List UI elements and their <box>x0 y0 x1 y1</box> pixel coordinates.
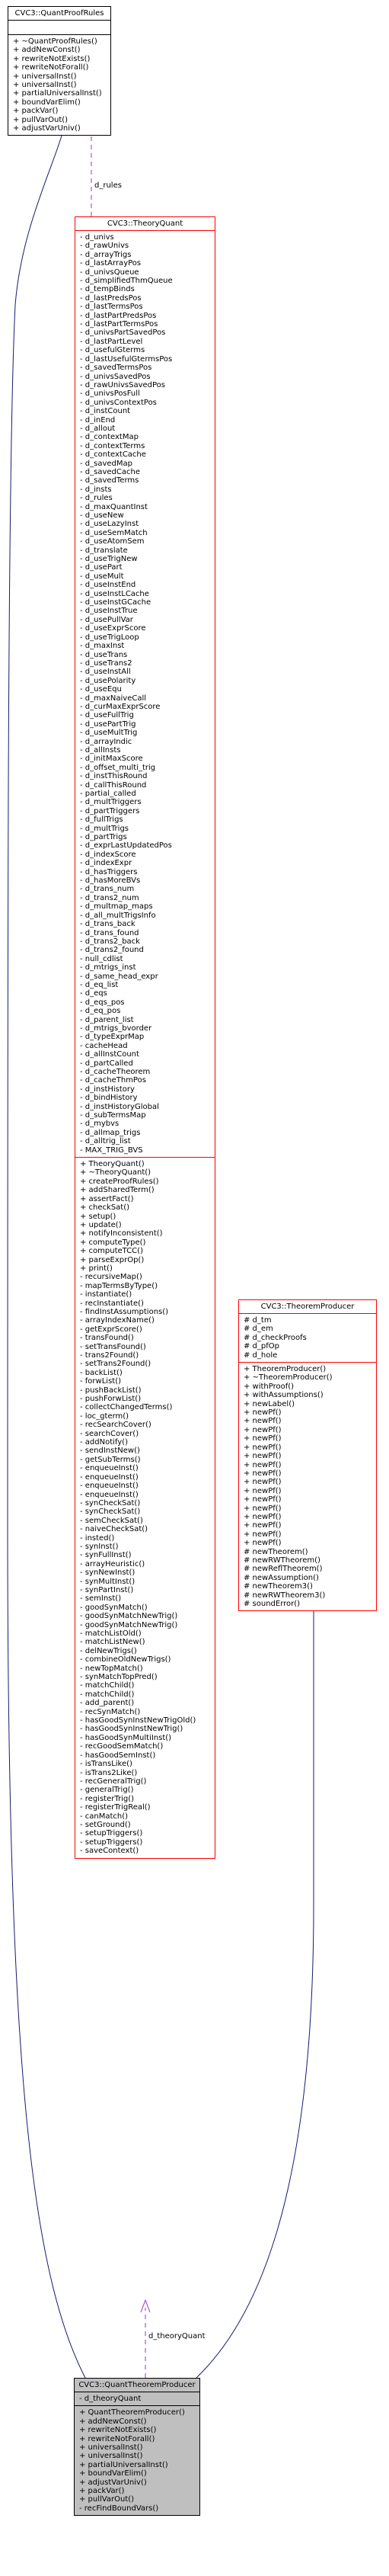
attribute-section <box>75 2392 199 2405</box>
method-item[interactable]: + newPf() <box>244 1460 282 1469</box>
attribute-item[interactable]: - d_lastPartLevel <box>80 337 143 346</box>
attribute-item[interactable]: - d_contextCache <box>80 450 146 460</box>
attribute-item[interactable]: # d_pfOp <box>244 1342 279 1351</box>
attribute-item[interactable]: - d_maxNaiveCall <box>80 694 147 703</box>
attribute-item[interactable]: - d_maxQuantInst <box>80 502 148 511</box>
method-item[interactable]: + rewriteNotExists() <box>13 54 91 63</box>
class-title: CVC3::TheoremProducer <box>260 1302 355 1311</box>
attribute-item[interactable]: - d_useInstGCache <box>80 598 151 607</box>
method-item[interactable]: + partialUniversalInst() <box>13 89 102 98</box>
class-quantproofrules[interactable] <box>8 6 111 136</box>
class-title: CVC3::QuantTheoremProducer <box>78 2381 196 2389</box>
method-item[interactable]: + computeType() <box>80 1238 146 1247</box>
method-item[interactable]: + rewriteNotForall() <box>79 2434 155 2443</box>
method-item[interactable]: # soundError() <box>244 1600 301 1608</box>
attribute-item[interactable]: - d_useExprScore <box>80 624 146 633</box>
attribute-item[interactable]: - MAX_TRIG_BVS <box>80 1145 143 1155</box>
method-item[interactable]: - add_parent() <box>80 1699 135 1708</box>
method-item[interactable]: - isTransLike() <box>80 1760 132 1769</box>
method-item[interactable]: + parseExprOp() <box>80 1255 145 1264</box>
method-item[interactable]: - synInst() <box>80 1542 119 1551</box>
attribute-item[interactable]: - cacheHead <box>80 1041 128 1050</box>
method-item[interactable]: - getExprScore() <box>80 1325 142 1334</box>
attribute-item[interactable]: - d_rules <box>80 494 113 503</box>
attribute-item[interactable]: - d_lastPredsPos <box>80 293 142 303</box>
attribute-item[interactable]: - d_same_head_expr <box>80 972 158 981</box>
method-item[interactable]: - combineOldNewTrigs() <box>80 1655 171 1664</box>
attribute-item[interactable]: - d_univs <box>80 233 114 242</box>
attribute-item[interactable]: - d_hasTriggers <box>80 867 138 876</box>
attribute-item[interactable]: - d_instHistoryGlobal <box>80 1102 159 1111</box>
method-item[interactable]: + partialUniversalInst() <box>79 2460 168 2469</box>
method-item[interactable]: # newTheorem3() <box>244 1582 313 1591</box>
attribute-item[interactable]: - d_savedTerms <box>80 476 139 485</box>
method-item[interactable]: + withProof() <box>244 1382 295 1391</box>
attribute-item[interactable]: - d_partTriggers <box>80 806 140 815</box>
method-item[interactable]: - forwList() <box>80 1377 121 1386</box>
method-item[interactable]: - recGoodSemMatch() <box>80 1742 164 1751</box>
method-item[interactable]: - hasGoodSynInstNewTrigOld() <box>80 1716 196 1725</box>
method-section <box>75 2405 199 2515</box>
attribute-item[interactable]: - null_cdlist <box>80 954 123 963</box>
method-item[interactable]: - arrayIndexName() <box>80 1316 155 1325</box>
method-item[interactable]: + rewriteNotForall() <box>13 63 89 72</box>
attribute-item[interactable]: - d_useSemMatch <box>80 528 148 537</box>
method-section <box>8 34 110 135</box>
attribute-item[interactable]: - d_useAtomSem <box>80 537 145 546</box>
method-item[interactable]: + universalInst() <box>13 72 77 81</box>
method-item[interactable]: - matchChild() <box>80 1681 135 1690</box>
method-item[interactable]: - synMultInst() <box>80 1577 136 1586</box>
method-item[interactable]: + createProofRules() <box>80 1177 159 1186</box>
attribute-item[interactable]: - d_eqs_pos <box>80 998 125 1007</box>
method-item[interactable]: - collectChangedTerms() <box>80 1403 173 1412</box>
attribute-item[interactable]: - d_trans2_num <box>80 893 139 902</box>
method-item[interactable]: + newPf() <box>244 1504 282 1513</box>
class-title: CVC3::TheoryQuant <box>107 219 183 228</box>
attribute-item[interactable]: - d_initMaxScore <box>80 755 143 764</box>
method-item[interactable]: + checkSat() <box>80 1203 130 1213</box>
method-item[interactable]: + universalInst() <box>13 81 77 90</box>
attribute-item[interactable]: - d_callThisRound <box>80 780 147 790</box>
method-item[interactable]: - hasGoodSynInstNewTrig() <box>80 1725 183 1734</box>
attribute-item[interactable]: - d_eqs <box>80 989 107 998</box>
attribute-item[interactable]: - d_multmap_maps <box>80 902 153 912</box>
attribute-section <box>75 230 215 1157</box>
method-item[interactable]: - saveContext() <box>80 1847 139 1856</box>
method-item[interactable]: + newPf() <box>244 1452 282 1461</box>
method-item[interactable]: + adjustVarUniv() <box>13 124 81 133</box>
method-item[interactable]: - recSearchCover() <box>80 1421 151 1430</box>
attribute-item[interactable]: - d_useMult <box>80 572 124 581</box>
attribute-item[interactable]: - d_instHistory <box>80 1085 135 1094</box>
attribute-item[interactable]: - d_univsSavedPos <box>80 372 151 381</box>
method-item[interactable]: + ~TheoryQuant() <box>80 1168 151 1177</box>
attribute-item[interactable]: - d_lastTermsPos <box>80 303 143 312</box>
method-item[interactable]: - recInstantiate() <box>80 1299 144 1308</box>
method-item[interactable]: + ~TheoremProducer() <box>244 1373 333 1383</box>
method-item[interactable]: - mapTermsByType() <box>80 1281 158 1290</box>
attribute-item[interactable]: - d_allout <box>80 424 116 433</box>
method-item[interactable]: + addSharedTerm() <box>80 1186 155 1195</box>
method-item[interactable]: - enqueueInst() <box>80 1482 139 1491</box>
attribute-item[interactable]: - d_usePullVar <box>80 615 133 624</box>
attribute-item[interactable]: - d_curMaxExprScore <box>80 702 161 711</box>
attribute-item[interactable]: - d_usePolarity <box>80 676 136 685</box>
method-item[interactable]: + newLabel() <box>244 1399 295 1408</box>
attribute-item[interactable]: - partial_called <box>80 790 136 798</box>
attribute-item[interactable]: - d_useTrans2 <box>80 658 132 668</box>
method-item[interactable]: - matchListNew() <box>80 1638 145 1647</box>
method-item[interactable]: - enqueueInst() <box>80 1464 139 1473</box>
attribute-item[interactable]: - d_arrayTrigs <box>80 250 132 259</box>
attribute-item[interactable]: - d_useMultTrig <box>80 729 138 738</box>
attribute-item[interactable]: - d_instCount <box>80 407 131 416</box>
method-item[interactable]: + pullVarOut() <box>79 2495 135 2504</box>
method-item[interactable]: - goodSynMatch() <box>80 1603 148 1612</box>
method-item[interactable]: - recSynMatch() <box>80 1707 141 1716</box>
attribute-item[interactable]: - d_tempBinds <box>80 285 135 294</box>
method-item[interactable]: + newPf() <box>244 1425 282 1434</box>
method-item[interactable]: - hasGoodSemInst() <box>80 1751 156 1760</box>
attribute-item[interactable]: - d_mtrigs_inst <box>80 963 136 972</box>
attribute-item[interactable]: - d_fullTrigs <box>80 815 123 825</box>
method-item[interactable]: - getSubTerms() <box>80 1455 141 1464</box>
attribute-item[interactable]: - d_useTrigNew <box>80 555 138 564</box>
method-item[interactable]: - newTopMatch() <box>80 1664 143 1673</box>
method-item[interactable]: - addNotify() <box>80 1438 128 1447</box>
method-item[interactable]: - matchListOld() <box>80 1629 142 1638</box>
method-item[interactable]: # newTheorem() <box>244 1547 308 1556</box>
attribute-item[interactable]: - d_eq_pos <box>80 1007 121 1016</box>
attribute-item[interactable]: - d_lastArrayPos <box>80 259 142 268</box>
method-item[interactable]: - trans2Found() <box>80 1351 139 1360</box>
attribute-item[interactable]: - d_all_multTrigsInfo <box>80 911 156 920</box>
method-item[interactable]: - recGeneralTrig() <box>80 1777 147 1786</box>
attribute-item[interactable]: - d_indexScore <box>80 850 136 859</box>
method-item[interactable]: - isTrans2Like() <box>80 1768 138 1777</box>
attribute-item[interactable]: - d_contextTerms <box>80 441 145 450</box>
attribute-item[interactable]: - d_trans2_found <box>80 946 144 955</box>
attribute-item[interactable]: - d_allInsts <box>80 745 121 755</box>
edge-label-rules: d_rules <box>94 181 122 190</box>
method-item[interactable]: - synFullInst() <box>80 1551 132 1560</box>
attribute-item[interactable]: - d_exprLastUpdatedPos <box>80 841 172 851</box>
attribute-section <box>8 20 110 34</box>
attribute-section <box>239 1313 376 1362</box>
attribute-item[interactable]: - d_arrayIndic <box>80 737 132 746</box>
method-item[interactable]: + computeTCC() <box>80 1247 143 1256</box>
attribute-item[interactable]: - d_instThisRound <box>80 772 148 781</box>
method-item[interactable]: - hasGoodSynMultiInst() <box>80 1733 172 1742</box>
method-item[interactable]: + TheoremProducer() <box>244 1365 327 1374</box>
method-item[interactable]: - pushBackList() <box>80 1386 142 1395</box>
method-item[interactable]: - canMatch() <box>80 1812 129 1821</box>
attribute-item[interactable]: - d_univsContextPos <box>80 398 157 407</box>
method-item[interactable]: - setTrans2Found() <box>80 1360 151 1369</box>
method-item[interactable]: - synCheckSat() <box>80 1498 141 1507</box>
attribute-item[interactable]: - d_cacheTheorem <box>80 1068 151 1076</box>
method-item[interactable]: # newRWTheorem() <box>244 1556 320 1565</box>
attribute-item[interactable]: - d_multTriggers <box>80 798 142 807</box>
attribute-item[interactable]: - d_rawUnivs <box>80 242 129 251</box>
method-item[interactable]: - goodSynMatchNewTrig() <box>80 1612 178 1621</box>
method-item[interactable]: - setTransFound() <box>80 1342 146 1351</box>
method-item[interactable]: - generalTrig() <box>80 1786 134 1795</box>
method-item[interactable]: + ~QuantProofRules() <box>13 37 97 46</box>
attribute-item[interactable]: - d_alltrig_list <box>80 1137 131 1146</box>
attribute-item[interactable]: - d_multTrigs <box>80 824 129 833</box>
attribute-item[interactable]: - d_mybvs <box>80 1120 120 1129</box>
method-item[interactable]: + addNewConst() <box>13 46 81 55</box>
attribute-item[interactable]: - d_theoryQuant <box>79 2395 142 2403</box>
method-item[interactable]: + newPf() <box>244 1539 282 1548</box>
attribute-item[interactable]: - d_partTrigs <box>80 833 127 842</box>
method-item[interactable]: - arrayHeuristic() <box>80 1559 145 1568</box>
attribute-item[interactable]: - d_partCalled <box>80 1059 133 1068</box>
attribute-item[interactable]: - d_bindHistory <box>80 1094 138 1103</box>
method-item[interactable]: + newPf() <box>244 1495 282 1504</box>
method-item[interactable]: + pullVarOut() <box>13 115 69 124</box>
attribute-item[interactable]: # d_hole <box>244 1350 278 1360</box>
method-item[interactable]: - transFound() <box>80 1334 134 1343</box>
attribute-item[interactable]: - d_usefulGterms <box>80 346 145 355</box>
method-item[interactable]: + print() <box>80 1264 113 1273</box>
method-item[interactable]: + newPf() <box>244 1434 282 1443</box>
method-item[interactable]: - semInst() <box>80 1594 122 1604</box>
method-item[interactable]: + newPf() <box>244 1408 282 1418</box>
attribute-item[interactable]: - d_mtrigs_bvorder <box>80 1024 152 1033</box>
attribute-item[interactable]: - d_savedMap <box>80 459 132 468</box>
attribute-item[interactable]: - d_maxInst <box>80 642 125 651</box>
method-item[interactable]: - searchCover() <box>80 1429 139 1438</box>
method-item[interactable]: - registerTrig() <box>80 1794 135 1803</box>
method-item[interactable]: - pushForwList() <box>80 1395 142 1404</box>
method-item[interactable]: + boundVarElim() <box>79 2469 147 2478</box>
method-item[interactable]: + packVar() <box>13 107 59 116</box>
attribute-item[interactable]: - d_useEqu <box>80 685 122 694</box>
method-item[interactable]: - delNewTrigs() <box>80 1646 137 1655</box>
method-item[interactable]: + newPf() <box>244 1512 282 1521</box>
method-item[interactable]: + adjustVarUniv() <box>79 2478 147 2487</box>
method-item[interactable]: - semCheckSat() <box>80 1516 143 1525</box>
method-item[interactable]: + addNewConst() <box>79 2417 147 2426</box>
method-item[interactable]: + newPf() <box>244 1443 282 1452</box>
attribute-item[interactable]: - d_useInstAll <box>80 668 131 677</box>
attribute-item[interactable]: - d_eq_list <box>80 980 119 989</box>
attribute-item[interactable]: - d_usePartTrig <box>80 719 136 729</box>
attribute-item[interactable]: - d_univsPosFull <box>80 389 140 399</box>
attribute-item[interactable]: - d_allInstCount <box>80 1050 139 1059</box>
method-item[interactable]: + newPf() <box>244 1530 282 1539</box>
method-item[interactable]: + universalInst() <box>79 2443 143 2453</box>
method-item[interactable]: + setup() <box>80 1212 116 1221</box>
method-item[interactable]: - findInstAssumptions() <box>80 1307 169 1316</box>
attribute-item[interactable]: - d_univsQueue <box>80 268 139 277</box>
edge-label-theoryquant: d_theoryQuant <box>148 2332 206 2341</box>
method-item[interactable]: - synMatchTopPred() <box>80 1673 158 1682</box>
method-item[interactable]: - instantiate() <box>80 1290 132 1299</box>
method-item[interactable]: - backList() <box>80 1368 123 1377</box>
method-item[interactable]: + update() <box>80 1220 122 1229</box>
attribute-item[interactable]: - d_trans_back <box>80 920 136 929</box>
method-item[interactable]: - setGround() <box>80 1820 131 1829</box>
attribute-item[interactable]: - d_usePart <box>80 563 123 572</box>
method-item[interactable]: - setupTriggers() <box>80 1829 143 1838</box>
attribute-item[interactable]: - d_univsPartSavedPos <box>80 328 166 338</box>
method-item[interactable]: + boundVarElim() <box>13 98 81 107</box>
method-item[interactable]: + QuantTheoremProducer() <box>79 2408 185 2417</box>
attribute-item[interactable]: - d_cacheThmPos <box>80 1076 146 1085</box>
attribute-item[interactable]: - d_indexExpr <box>80 859 132 868</box>
attribute-item[interactable]: - d_contextMap <box>80 433 139 442</box>
method-section <box>239 1362 376 1610</box>
method-item[interactable]: # newRWTheorem3() <box>244 1591 326 1600</box>
attribute-item[interactable]: - d_lastPartPredsPos <box>80 311 157 320</box>
method-item[interactable]: + packVar() <box>79 2487 125 2496</box>
method-item[interactable]: - recursiveMap() <box>80 1273 142 1282</box>
method-item[interactable]: - recFindBoundVars() <box>79 2504 159 2513</box>
method-item[interactable]: - setupTriggers() <box>80 1837 143 1847</box>
class-title: CVC3::QuantProofRules <box>14 9 104 18</box>
method-item[interactable]: + newPf() <box>244 1469 282 1478</box>
method-item[interactable]: - matchChild() <box>80 1690 135 1699</box>
method-item[interactable]: + withAssumptions() <box>244 1391 324 1400</box>
method-item[interactable]: + newPf() <box>244 1486 282 1495</box>
attribute-item[interactable]: - d_savedTermsPos <box>80 364 152 373</box>
attribute-item[interactable]: - d_allmap_trigs <box>80 1128 141 1137</box>
attribute-item[interactable]: - d_savedCache <box>80 467 140 476</box>
attribute-item[interactable]: - d_useTrans <box>80 650 128 659</box>
attribute-item[interactable]: - d_translate <box>80 546 128 555</box>
attribute-item[interactable]: - d_simplifiedThmQueue <box>80 277 173 286</box>
method-item[interactable]: - goodSynMatchNewTrig() <box>80 1620 178 1629</box>
attribute-item[interactable]: - d_useInstTrue <box>80 607 138 616</box>
attribute-item[interactable]: - d_inEnd <box>80 415 116 425</box>
attribute-item[interactable]: - d_trans_found <box>80 928 139 937</box>
method-item[interactable]: - loc_gterm() <box>80 1411 129 1421</box>
attribute-item[interactable]: - d_offset_multi_trig <box>80 763 156 772</box>
method-item[interactable]: + universalInst() <box>79 2452 143 2461</box>
attribute-item[interactable]: - d_rawUnivsSavedPos <box>80 380 166 389</box>
method-item[interactable]: + TheoryQuant() <box>80 1160 145 1169</box>
attribute-item[interactable]: - d_trans_num <box>80 885 135 894</box>
attribute-item[interactable]: - d_typeExprMap <box>80 1033 145 1042</box>
attribute-item[interactable]: # d_em <box>244 1325 273 1334</box>
method-item[interactable]: + newPf() <box>244 1417 282 1426</box>
method-item[interactable]: - registerTrigReal() <box>80 1803 151 1812</box>
attribute-item[interactable]: - d_insts <box>80 485 112 494</box>
attribute-item[interactable]: - d_useFullTrig <box>80 711 134 720</box>
attribute-item[interactable]: - d_useInstEnd <box>80 581 136 590</box>
method-item[interactable]: - synCheckSat() <box>80 1507 141 1517</box>
method-item[interactable]: - insted() <box>80 1533 115 1543</box>
method-item[interactable]: - sendInstNew() <box>80 1447 140 1456</box>
attribute-item[interactable]: - d_useLazyInst <box>80 520 139 529</box>
attribute-item[interactable]: - d_lastPartTermsPos <box>80 320 158 329</box>
method-item[interactable]: + notifyInconsistent() <box>80 1229 163 1238</box>
method-item[interactable]: + assertFact() <box>80 1194 134 1203</box>
class-quanttheoremproducer[interactable] <box>74 2378 200 2516</box>
attribute-item[interactable]: # d_checkProofs <box>244 1333 307 1342</box>
method-item[interactable]: - synPartInst() <box>80 1585 134 1594</box>
attribute-item[interactable]: - d_lastUsefulGtermsPos <box>80 354 173 364</box>
method-item[interactable]: - synNewInst() <box>80 1568 136 1578</box>
method-item[interactable]: - enqueueInst() <box>80 1490 139 1499</box>
attribute-item[interactable]: - d_useNew <box>80 511 124 520</box>
method-item[interactable]: # newReflTheorem() <box>244 1565 323 1574</box>
method-item[interactable]: + newPf() <box>244 1521 282 1530</box>
attribute-item[interactable]: - d_trans2_back <box>80 937 140 946</box>
attribute-item[interactable]: - d_useTrigLoop <box>80 633 139 642</box>
method-section <box>75 1157 215 1858</box>
inherit-edge-quantproofrules <box>8 128 85 2378</box>
class-theoryquant[interactable] <box>75 216 215 1859</box>
method-item[interactable]: + newPf() <box>244 1478 282 1487</box>
attribute-item[interactable]: # d_tm <box>244 1316 272 1325</box>
attribute-item[interactable]: - d_useInstLCache <box>80 589 149 598</box>
method-item[interactable]: + rewriteNotExists() <box>79 2426 157 2435</box>
attribute-item[interactable]: - d_parent_list <box>80 1015 134 1024</box>
attribute-item[interactable]: - d_hasMoreBVs <box>80 876 141 886</box>
class-theoremproducer[interactable] <box>238 1299 377 1611</box>
method-item[interactable]: # newAssumption() <box>244 1573 319 1582</box>
method-item[interactable]: - naiveCheckSat() <box>80 1525 148 1534</box>
attribute-item[interactable]: - d_subTermsMap <box>80 1111 146 1120</box>
method-item[interactable]: - enqueueInst() <box>80 1472 139 1482</box>
